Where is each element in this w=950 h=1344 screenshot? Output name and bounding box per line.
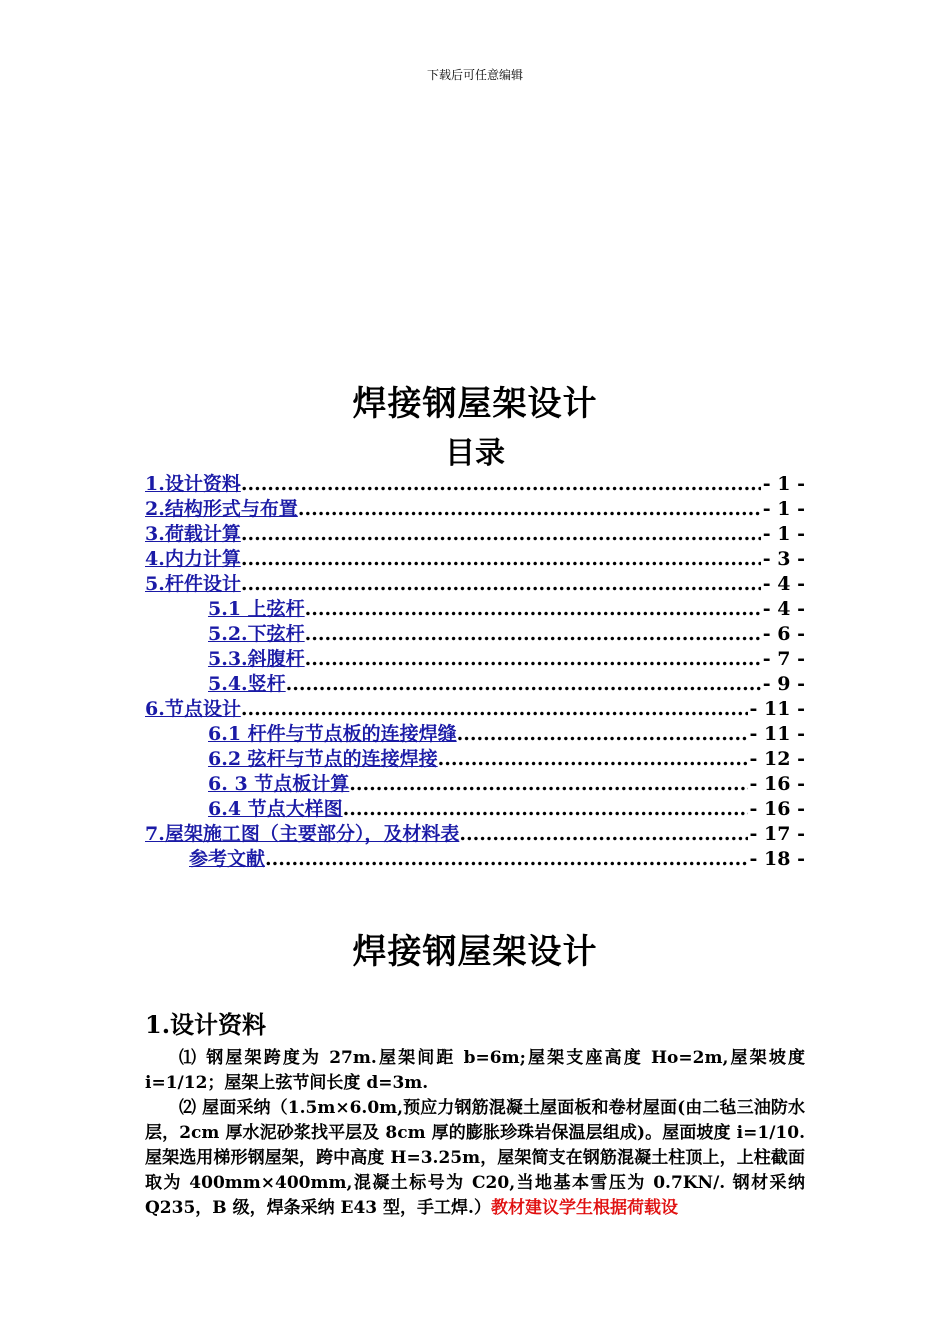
toc-link[interactable]: 5.1 上弦杆 (208, 598, 305, 620)
header-note: 下载后可任意编辑 (426, 68, 523, 82)
toc-link[interactable]: 5.2.下弦杆 (208, 623, 305, 645)
toc-leader (265, 847, 748, 872)
toc-page: - 16 - (749, 773, 805, 795)
toc-link[interactable]: 参考文献 (189, 848, 266, 870)
toc-leader (305, 622, 761, 647)
toc-leader (241, 522, 761, 547)
document-title: 焊接钢屋架设计 (352, 384, 598, 424)
toc-subentry[interactable] (145, 797, 805, 822)
toc-link[interactable]: 6.节点设计 (145, 698, 241, 720)
toc-subentry[interactable] (145, 722, 805, 747)
toc-link[interactable]: 6.4 节点大样图 (208, 798, 343, 820)
toc-leader (459, 822, 747, 847)
toc-leader (438, 747, 748, 772)
paragraph-1: ⑴ 钢屋架跨度为 27m.屋架间距 b=6m;屋架支座高度 Ho=2m,屋架坡度 i=1/12；屋架上弦节间长度 d=3m. (145, 1048, 805, 1093)
toc-page: - 3 - (762, 548, 805, 570)
paragraph-2 (145, 1096, 805, 1221)
toc-link[interactable]: 6.1 杆件与节点板的连接焊缝 (208, 723, 457, 745)
toc-link[interactable]: 6.2 弦杆与节点的连接焊接 (208, 748, 438, 770)
toc-page: - 17 - (749, 823, 805, 845)
toc-subentry[interactable] (145, 672, 805, 697)
toc-link[interactable]: 5.杆件设计 (145, 573, 241, 595)
toc-leader (241, 572, 761, 597)
toc-page: - 1 - (762, 523, 805, 545)
toc-link[interactable]: 4.内力计算 (145, 548, 241, 570)
toc-link[interactable]: 7.屋架施工图（主要部分），及材料表 (145, 823, 460, 845)
toc-entry[interactable] (145, 547, 805, 572)
toc-leader (349, 772, 747, 797)
toc-heading: 目录 (445, 436, 505, 471)
toc-link[interactable]: 3.荷载计算 (145, 523, 241, 545)
toc-leader (241, 547, 761, 572)
toc-page: - 9 - (762, 673, 805, 695)
toc-leader (241, 697, 748, 722)
toc-entry[interactable] (145, 847, 805, 872)
toc-page: - 12 - (749, 748, 805, 770)
paragraph-2-text: ⑵ 屋面采纳（1.5m×6.0m,预应力钢筋混凝土屋面板和卷材屋面(由二毡三油防水层，2cm 厚水泥砂浆找平层及 8cm 厚的膨胀珍珠岩保温层组成)。屋面坡度 i=1/10.屋架选用梯形钢屋架，跨中高度 H=3.25m，屋架简支在钢筋混凝土柱顶上，上柱截面取为 400mm×400mm,混凝土标号为 C20,当地基本雪压为 0.7KN/. 钢材采纳 Q235，B 级，焊条采纳 E43 型，手工焊.） (145, 1098, 805, 1218)
toc-subentry[interactable] (145, 622, 805, 647)
toc-page: - 11 - (749, 698, 805, 720)
toc-leader (343, 797, 748, 822)
toc-page: - 4 - (762, 573, 805, 595)
toc-link[interactable]: 5.4.竖杆 (208, 673, 286, 695)
toc-page: - 7 - (762, 648, 805, 670)
toc-entry[interactable] (145, 522, 805, 547)
toc-page: - 4 - (762, 598, 805, 620)
toc-subentry[interactable] (145, 747, 805, 772)
toc-page: - 18 - (749, 848, 805, 870)
body-title: 焊接钢屋架设计 (352, 932, 598, 972)
toc-link[interactable]: 1.设计资料 (145, 473, 241, 495)
toc-leader (305, 597, 761, 622)
toc-link[interactable]: 5.3.斜腹杆 (208, 648, 305, 670)
toc-entry[interactable] (145, 497, 805, 522)
toc-leader (457, 722, 748, 747)
toc-link[interactable]: 6. 3 节点板计算 (208, 773, 350, 795)
toc-leader (286, 672, 761, 697)
toc-entry[interactable] (145, 822, 805, 847)
toc-entry[interactable] (145, 697, 805, 722)
toc-entry[interactable] (145, 472, 805, 497)
section-heading: 1.设计资料 (145, 1010, 267, 1039)
toc-link[interactable]: 2.结构形式与布置 (145, 498, 298, 520)
toc-subentry[interactable] (145, 772, 805, 797)
toc-entry[interactable] (145, 572, 805, 597)
toc-subentry[interactable] (145, 647, 805, 672)
toc-leader (241, 472, 761, 497)
highlighted-note: 教材建议学生根据荷载设 (490, 1198, 678, 1218)
toc-leader (305, 647, 761, 672)
toc-page: - 6 - (762, 623, 805, 645)
toc-subentry[interactable] (145, 597, 805, 622)
toc-page: - 1 - (762, 473, 805, 495)
table-of-contents (145, 472, 805, 872)
toc-page: - 1 - (762, 498, 805, 520)
toc-leader (298, 497, 761, 522)
toc-page: - 16 - (749, 798, 805, 820)
toc-page: - 11 - (749, 723, 805, 745)
